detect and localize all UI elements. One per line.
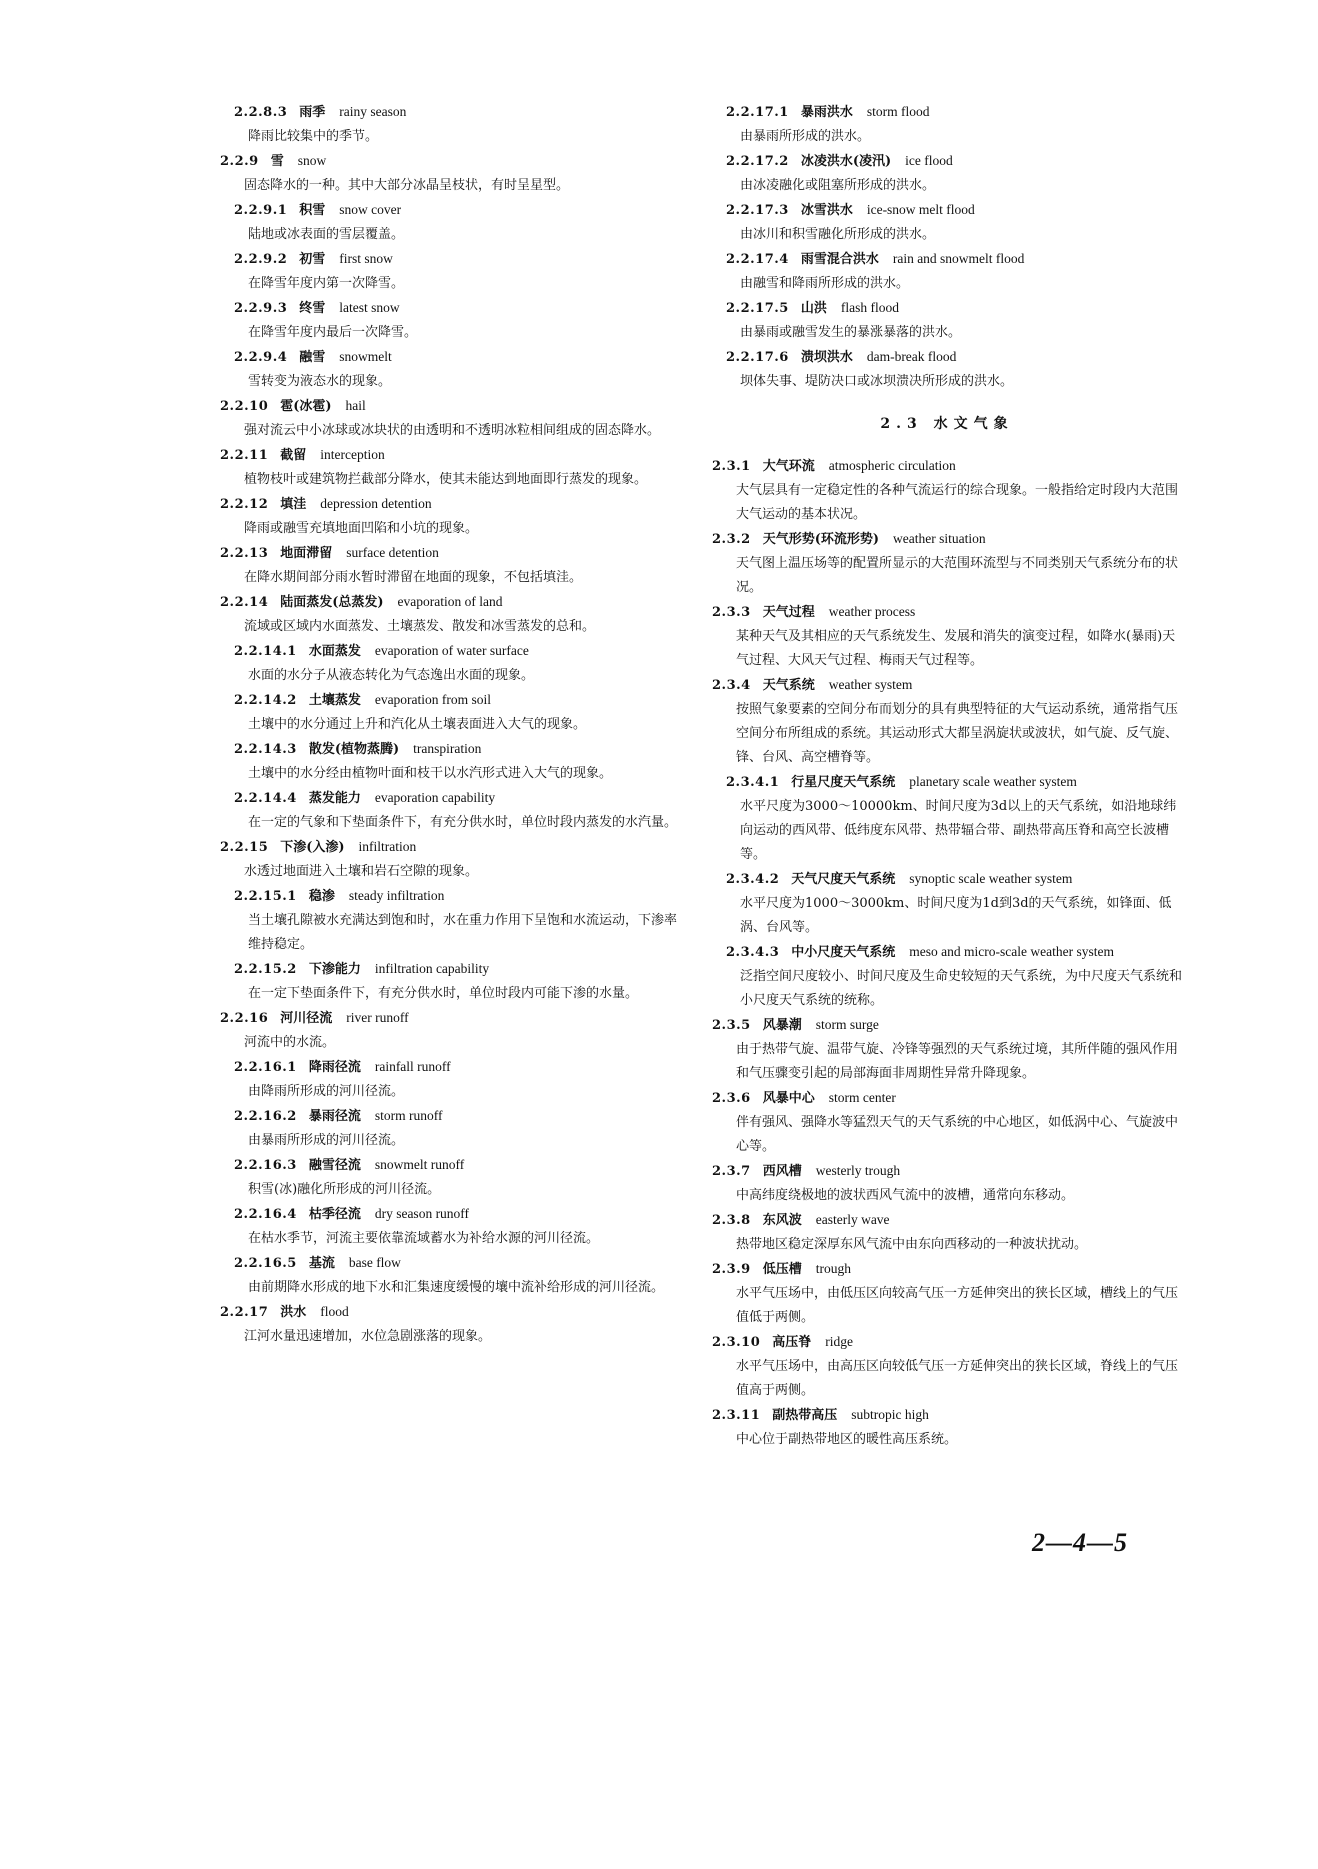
term-definition: 大气层具有一定稳定性的各种气流运行的综合现象。一般指给定时段内大范围大气运动的基本状况。 (736, 483, 1179, 522)
term-line (220, 1251, 680, 1276)
term-chinese: 雨雪混合洪水 (800, 252, 879, 267)
glossary-entry (220, 443, 680, 492)
term-definition: 降雨比较集中的季节。 (248, 129, 379, 144)
glossary-entry (712, 100, 1182, 149)
term-line (220, 149, 680, 174)
glossary-entry (220, 786, 680, 835)
term-number: 2.2.14 (220, 595, 269, 610)
term-definition: 泛指空间尺度较小、时间尺度及生命史较短的天气系统，为中尺度天气系统和小尺度天气系统的统称。 (740, 969, 1183, 1008)
term-line (712, 149, 1182, 174)
term-chinese: 截留 (280, 448, 307, 463)
term-english: westerly trough (815, 1163, 901, 1178)
term-english: flood (320, 1304, 349, 1319)
term-line (712, 1208, 1182, 1233)
term-number: 2.2.12 (220, 497, 269, 512)
glossary-entry (712, 770, 1182, 867)
term-line (220, 1055, 680, 1080)
term-english: dam-break flood (866, 349, 957, 364)
term-line (220, 1300, 680, 1325)
term-english: infiltration (358, 839, 417, 854)
glossary-entry (712, 527, 1182, 600)
glossary-entry (220, 1153, 680, 1202)
term-definition: 伴有强风、强降水等猛烈天气的天气系统的中心地区，如低涡中心、气旋波中心等。 (736, 1115, 1179, 1154)
term-definition: 河流中的水流。 (244, 1035, 336, 1050)
term-number: 2.2.17.6 (726, 350, 789, 365)
term-line (220, 688, 680, 713)
term-english: base flow (348, 1255, 401, 1270)
term-number: 2.2.17 (220, 1305, 269, 1320)
term-chinese: 中小尺度天气系统 (791, 945, 896, 960)
term-chinese: 下渗(入渗) (280, 840, 345, 855)
glossary-entry (220, 1202, 680, 1251)
term-line (220, 957, 680, 982)
glossary-entry (220, 835, 680, 884)
term-definition: 土壤中的水分通过上升和汽化从土壤表面进入大气的现象。 (248, 717, 587, 732)
section-heading: 2.3 水文气象 (880, 416, 1014, 432)
term-number: 2.2.16.2 (234, 1109, 297, 1124)
term-english: evaporation of water surface (374, 643, 529, 658)
term-line (712, 940, 1182, 965)
term-definition: 中高纬度绕极地的波状西风气流中的波槽，通常向东移动。 (736, 1188, 1075, 1203)
term-line (712, 296, 1182, 321)
term-english: hail (345, 398, 366, 413)
term-line (712, 1086, 1182, 1111)
term-english: latest snow (339, 300, 400, 315)
term-definition: 雪转变为液态水的现象。 (248, 374, 392, 389)
term-english: evaporation capability (374, 790, 496, 805)
term-chinese: 融雪径流 (308, 1158, 361, 1173)
term-chinese: 河川径流 (280, 1011, 333, 1026)
term-english: snow (297, 153, 327, 168)
term-chinese: 散发(植物蒸腾) (308, 742, 400, 757)
term-line (712, 770, 1182, 795)
right-column-top-entries (712, 100, 1182, 394)
glossary-entry (220, 1300, 680, 1349)
term-chinese: 副热带高压 (772, 1408, 838, 1423)
term-number: 2.2.9.2 (234, 252, 288, 267)
term-line (220, 345, 680, 370)
term-number: 2.2.14.1 (234, 644, 297, 659)
term-english: storm runoff (374, 1108, 443, 1123)
term-line (220, 1104, 680, 1129)
term-number: 2.2.16.3 (234, 1158, 297, 1173)
term-line (220, 247, 680, 272)
glossary-entry (712, 1257, 1182, 1330)
term-definition: 流域或区域内水面蒸发、土壤蒸发、散发和冰雪蒸发的总和。 (244, 619, 596, 634)
term-number: 2.2.10 (220, 399, 269, 414)
term-number: 2.2.15 (220, 840, 269, 855)
term-number: 2.3.11 (712, 1408, 761, 1423)
term-number: 2.3.8 (712, 1213, 751, 1228)
page-number: 2—4—5 (1032, 1528, 1128, 1557)
term-number: 2.2.17.3 (726, 203, 789, 218)
term-english: storm center (828, 1090, 896, 1105)
term-number: 2.2.16.4 (234, 1207, 297, 1222)
term-chinese: 高压脊 (772, 1335, 812, 1350)
term-line (220, 786, 680, 811)
term-chinese: 下渗能力 (308, 962, 361, 977)
term-english: rainy season (339, 104, 407, 119)
term-line (712, 1403, 1182, 1428)
term-definition: 土壤中的水分经由植物叶面和枝干以水汽形式进入大气的现象。 (248, 766, 613, 781)
term-number: 2.2.13 (220, 546, 269, 561)
right-column (712, 100, 1182, 1452)
term-english: rainfall runoff (374, 1059, 451, 1074)
term-line (220, 639, 680, 664)
term-english: planetary scale weather system (909, 774, 1077, 789)
term-definition: 坝体失事、堤防决口或冰坝溃决所形成的洪水。 (740, 374, 1014, 389)
term-chinese: 地面滞留 (280, 546, 333, 561)
term-english: surface detention (346, 545, 439, 560)
term-number: 2.2.15.1 (234, 889, 297, 904)
term-chinese: 土壤蒸发 (308, 693, 361, 708)
term-number: 2.3.4 (712, 678, 751, 693)
term-chinese: 终雪 (299, 301, 326, 316)
glossary-entry (712, 345, 1182, 394)
term-chinese: 水面蒸发 (308, 644, 361, 659)
right-column-bottom-entries (712, 454, 1182, 1452)
term-definition: 在降雪年度内第一次降雪。 (248, 276, 405, 291)
term-definition: 某种天气及其相应的天气系统发生、发展和消失的演变过程，如降水(暴雨)天气过程、大风天气过程、梅雨天气过程等。 (736, 629, 1176, 668)
term-english: weather situation (893, 531, 986, 546)
term-number: 2.3.6 (712, 1091, 751, 1106)
term-chinese: 风暴潮 (762, 1018, 802, 1033)
term-line (220, 394, 680, 419)
glossary-entry (220, 345, 680, 394)
term-definition: 在一定下垫面条件下，有充分供水时，单位时段内可能下渗的水量。 (248, 986, 639, 1001)
glossary-entry (220, 688, 680, 737)
term-definition: 水平尺度为1000～3000km、时间尺度为1d到3d的天气系统，如锋面、低涡、台风等。 (740, 896, 1172, 935)
term-definition: 固态降水的一种。其中大部分冰晶呈枝状，有时呈星型。 (244, 178, 570, 193)
term-chinese: 降雨径流 (308, 1060, 361, 1075)
term-definition: 由冰川和积雪融化所形成的洪水。 (740, 227, 936, 242)
glossary-entry (220, 198, 680, 247)
term-chinese: 融雪 (299, 350, 326, 365)
term-chinese: 行星尺度天气系统 (791, 775, 896, 790)
term-number: 2.3.10 (712, 1335, 761, 1350)
glossary-entry (712, 867, 1182, 940)
term-number: 2.2.8.3 (234, 105, 288, 120)
term-english: ridge (825, 1334, 853, 1349)
term-english: snowmelt (339, 349, 392, 364)
glossary-entry (220, 1251, 680, 1300)
glossary-entry (712, 1159, 1182, 1208)
term-line (220, 1006, 680, 1031)
glossary-entry (712, 673, 1182, 770)
term-chinese: 洪水 (280, 1305, 307, 1320)
term-english: snowmelt runoff (374, 1157, 465, 1172)
term-line (712, 1013, 1182, 1038)
term-chinese: 稳渗 (308, 889, 335, 904)
term-number: 2.3.4.2 (726, 872, 780, 887)
term-line (712, 100, 1182, 125)
term-definition: 热带地区稳定深厚东风气流中由东向西移动的一种波状扰动。 (736, 1237, 1088, 1252)
glossary-entry (220, 639, 680, 688)
term-line (712, 527, 1182, 552)
glossary-entry (712, 247, 1182, 296)
term-english: evaporation from soil (374, 692, 492, 707)
glossary-entry (220, 1006, 680, 1055)
term-line (712, 345, 1182, 370)
term-english: dry season runoff (374, 1206, 470, 1221)
term-definition: 水面的水分子从液态转化为气态逸出水面的现象。 (248, 668, 535, 683)
term-definition: 由暴雨所形成的河川径流。 (248, 1133, 405, 1148)
term-definition: 在一定的气象和下垫面条件下，有充分供水时，单位时段内蒸发的水汽量。 (248, 815, 678, 830)
term-number: 2.3.5 (712, 1018, 751, 1033)
term-number: 2.3.9 (712, 1262, 751, 1277)
term-english: weather process (828, 604, 916, 619)
term-english: evaporation of land (397, 594, 503, 609)
term-line (220, 492, 680, 517)
term-chinese: 填洼 (280, 497, 307, 512)
term-chinese: 冰雪洪水 (800, 203, 853, 218)
glossary-entry (712, 1403, 1182, 1452)
term-chinese: 天气系统 (762, 678, 815, 693)
term-number: 2.2.15.2 (234, 962, 297, 977)
term-number: 2.2.14.3 (234, 742, 297, 757)
term-definition: 江河水量迅速增加，水位急剧涨落的现象。 (244, 1329, 492, 1344)
term-chinese: 低压槽 (762, 1262, 802, 1277)
term-chinese: 雪 (270, 154, 284, 169)
glossary-entry (220, 394, 680, 443)
term-line (712, 198, 1182, 223)
term-english: meso and micro-scale weather system (909, 944, 1114, 959)
glossary-entry (712, 940, 1182, 1013)
term-definition: 积雪(冰)融化所形成的河川径流。 (248, 1182, 441, 1197)
glossary-entry (712, 296, 1182, 345)
term-line (712, 454, 1182, 479)
term-chinese: 蒸发能力 (308, 791, 361, 806)
term-number: 2.2.14.2 (234, 693, 297, 708)
glossary-entry (712, 600, 1182, 673)
term-definition: 水平气压场中，由低压区向较高气压一方延伸突出的狭长区域，槽线上的气压值低于两侧。 (736, 1286, 1179, 1325)
term-definition: 在降水期间部分雨水暂时滞留在地面的现象，不包括填洼。 (244, 570, 583, 585)
term-line (220, 198, 680, 223)
term-number: 2.2.16.1 (234, 1060, 297, 1075)
term-definition: 陆地或冰表面的雪层覆盖。 (248, 227, 405, 242)
glossary-entry (220, 149, 680, 198)
term-english: weather system (828, 677, 913, 692)
term-line (220, 737, 680, 762)
term-english: easterly wave (815, 1212, 890, 1227)
term-english: trough (815, 1261, 851, 1276)
term-definition: 由前期降水形成的地下水和汇集速度缓慢的壤中流补给形成的河川径流。 (248, 1280, 665, 1295)
glossary-entry (712, 454, 1182, 527)
term-english: ice flood (905, 153, 953, 168)
term-chinese: 天气形势(环流形势) (762, 532, 880, 547)
term-line (220, 541, 680, 566)
term-english: storm flood (866, 104, 930, 119)
term-chinese: 初雪 (299, 252, 326, 267)
term-line (712, 673, 1182, 698)
term-definition: 水平尺度为3000～10000km、时间尺度为3d以上的天气系统，如沿地球纬向运动的西风带、低纬度东风带、热带辐合带、副热带高压脊和高空长波槽等。 (740, 799, 1177, 862)
term-number: 2.2.17.1 (726, 105, 789, 120)
term-definition: 植物枝叶或建筑物拦截部分降水，使其未能达到地面即行蒸发的现象。 (244, 472, 648, 487)
term-definition: 在降雪年度内最后一次降雪。 (248, 325, 418, 340)
glossary-entry (220, 590, 680, 639)
term-number: 2.2.9.1 (234, 203, 288, 218)
term-definition: 水平气压场中，由高压区向较低气压一方延伸突出的狭长区域，脊线上的气压值高于两侧。 (736, 1359, 1179, 1398)
term-line (712, 247, 1182, 272)
term-chinese: 冰凌洪水(凌汛) (800, 154, 892, 169)
term-english: first snow (339, 251, 393, 266)
term-number: 2.3.4.3 (726, 945, 780, 960)
term-chinese: 天气过程 (762, 605, 815, 620)
term-chinese: 风暴中心 (762, 1091, 815, 1106)
term-definition: 天气图上温压场等的配置所显示的大范围环流型与不同类别天气系统分布的状况。 (736, 556, 1179, 595)
term-english: steady infiltration (348, 888, 445, 903)
term-english: synoptic scale weather system (909, 871, 1073, 886)
term-definition: 由于热带气旋、温带气旋、冷锋等强烈的天气系统过境，其所伴随的强风作用和气压骤变引起的局部海面非周期性异常升降现象。 (736, 1042, 1179, 1081)
term-number: 2.3.2 (712, 532, 751, 547)
term-definition: 中心位于副热带地区的暖性高压系统。 (736, 1432, 958, 1447)
term-line (220, 443, 680, 468)
term-english: interception (320, 447, 385, 462)
glossary-entry (220, 296, 680, 345)
term-english: subtropic high (851, 1407, 929, 1422)
term-english: river runoff (346, 1010, 409, 1025)
glossary-entry (220, 1104, 680, 1153)
term-english: flash flood (840, 300, 899, 315)
term-english: rain and snowmelt flood (892, 251, 1025, 266)
term-english: transpiration (413, 741, 482, 756)
term-chinese: 陆面蒸发(总蒸发) (280, 595, 384, 610)
term-line (712, 867, 1182, 892)
glossary-entry (220, 957, 680, 1006)
term-definition: 在枯水季节，河流主要依靠流域蓄水为补给水源的河川径流。 (248, 1231, 600, 1246)
term-chinese: 雹(冰雹) (280, 399, 332, 414)
term-number: 2.2.9.3 (234, 301, 288, 316)
term-chinese: 暴雨洪水 (800, 105, 853, 120)
term-chinese: 暴雨径流 (308, 1109, 361, 1124)
term-definition: 由融雪和降雨所形成的洪水。 (740, 276, 910, 291)
term-english: infiltration capability (374, 961, 490, 976)
term-line (712, 1257, 1182, 1282)
term-number: 2.2.9.4 (234, 350, 288, 365)
term-number: 2.3.7 (712, 1164, 751, 1179)
term-line (220, 296, 680, 321)
term-number: 2.2.17.2 (726, 154, 789, 169)
term-english: atmospheric circulation (828, 458, 956, 473)
term-line (712, 1330, 1182, 1355)
term-number: 2.2.17.4 (726, 252, 789, 267)
left-column (220, 100, 680, 1349)
term-chinese: 积雪 (299, 203, 326, 218)
glossary-entry (712, 1208, 1182, 1257)
term-chinese: 枯季径流 (308, 1207, 361, 1222)
term-definition: 强对流云中小冰球或冰块状的由透明和不透明冰粒相间组成的固态降水。 (244, 423, 661, 438)
term-english: snow cover (339, 202, 402, 217)
glossary-entry (220, 492, 680, 541)
term-definition: 由降雨所形成的河川径流。 (248, 1084, 405, 1099)
glossary-entry (712, 149, 1182, 198)
term-chinese: 溃坝洪水 (800, 350, 853, 365)
term-number: 2.2.16 (220, 1011, 269, 1026)
glossary-entry (220, 100, 680, 149)
glossary-entry (712, 198, 1182, 247)
term-number: 2.2.14.4 (234, 791, 297, 806)
term-chinese: 大气环流 (762, 459, 815, 474)
term-chinese: 天气尺度天气系统 (791, 872, 896, 887)
term-english: ice-snow melt flood (866, 202, 975, 217)
term-definition: 由冰凌融化或阻塞所形成的洪水。 (740, 178, 936, 193)
term-line (220, 1153, 680, 1178)
term-definition: 水透过地面进入土壤和岩石空隙的现象。 (244, 864, 479, 879)
term-chinese: 基流 (308, 1256, 335, 1271)
term-chinese: 雨季 (299, 105, 326, 120)
term-number: 2.3.3 (712, 605, 751, 620)
term-line (220, 884, 680, 909)
term-definition: 由暴雨所形成的洪水。 (740, 129, 871, 144)
glossary-entry (220, 884, 680, 957)
glossary-entry (712, 1086, 1182, 1159)
glossary-entry (220, 247, 680, 296)
glossary-entry (220, 541, 680, 590)
term-chinese: 东风波 (762, 1213, 802, 1228)
term-line (220, 835, 680, 860)
term-line (220, 100, 680, 125)
glossary-entry (712, 1330, 1182, 1403)
term-number: 2.2.17.5 (726, 301, 789, 316)
term-definition: 按照气象要素的空间分布而划分的具有典型特征的大气运动系统，通常指气压空间分布所组成的系统。其运动形式大都呈涡旋状或波状，如气旋、反气旋、锋、台风、高空槽脊等。 (736, 702, 1179, 765)
term-line (220, 590, 680, 615)
term-number: 2.3.1 (712, 459, 751, 474)
term-number: 2.3.4.1 (726, 775, 780, 790)
term-number: 2.2.11 (220, 448, 269, 463)
term-english: storm surge (815, 1017, 879, 1032)
term-number: 2.2.9 (220, 154, 259, 169)
term-definition: 降雨或融雪充填地面凹陷和小坑的现象。 (244, 521, 479, 536)
term-chinese: 山洪 (800, 301, 827, 316)
term-line (712, 1159, 1182, 1184)
term-definition: 由暴雨或融雪发生的暴涨暴落的洪水。 (740, 325, 962, 340)
term-line (712, 600, 1182, 625)
term-definition: 当土壤孔隙被水充满达到饱和时，水在重力作用下呈饱和水流运动，下渗率维持稳定。 (248, 913, 678, 952)
term-number: 2.2.16.5 (234, 1256, 297, 1271)
glossary-entry (220, 737, 680, 786)
term-english: depression detention (320, 496, 432, 511)
glossary-entry (712, 1013, 1182, 1086)
glossary-entry (220, 1055, 680, 1104)
term-line (220, 1202, 680, 1227)
term-chinese: 西风槽 (762, 1164, 802, 1179)
